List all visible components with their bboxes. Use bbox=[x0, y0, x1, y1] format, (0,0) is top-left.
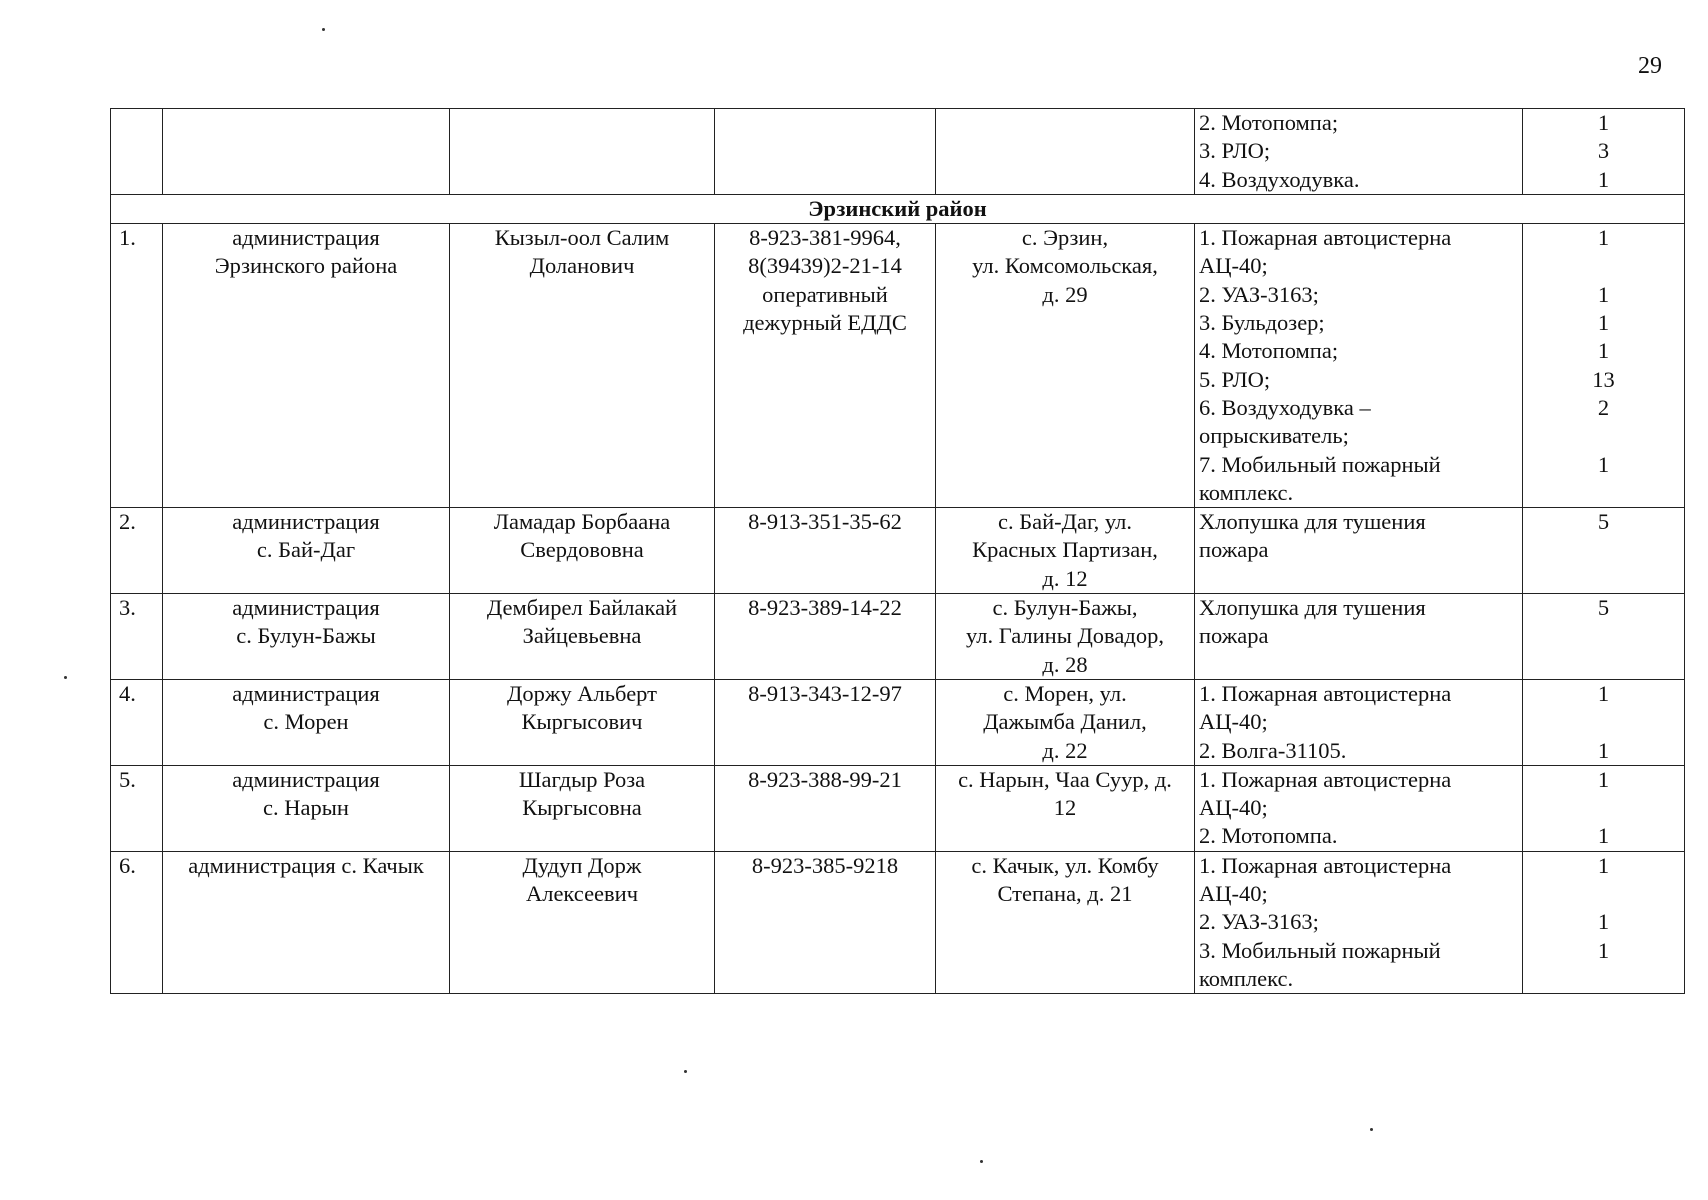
person-line: Кыргысовна bbox=[522, 795, 642, 821]
quantity-value: 1 bbox=[1597, 852, 1610, 878]
equipment-line: пожара bbox=[1199, 537, 1269, 563]
person-cell bbox=[450, 224, 715, 508]
org-cell bbox=[163, 851, 450, 993]
table-row bbox=[111, 224, 1685, 508]
address-line: с. Качык, ул. Комбу bbox=[971, 852, 1159, 878]
phone-cell bbox=[715, 594, 936, 680]
org-line: с. Булун-Бажы bbox=[236, 623, 376, 649]
quantity-cell bbox=[1523, 508, 1685, 594]
org-cell bbox=[163, 679, 450, 765]
continuation-org-cell bbox=[163, 109, 450, 195]
equipment-line: пожара bbox=[1199, 623, 1269, 649]
quantity-value: 1 bbox=[1597, 937, 1610, 963]
equipment-line: 1. Пожарная автоцистерна bbox=[1199, 852, 1452, 878]
person-cell bbox=[450, 594, 715, 680]
equipment-line: Хлопушка для тушения bbox=[1199, 509, 1426, 535]
phone-line: 8-923-385-9218 bbox=[751, 852, 899, 878]
person-line: Кыргысович bbox=[521, 709, 643, 735]
person-line: Шагдыр Роза bbox=[518, 766, 646, 792]
address-line: с. Нарын, Чаа Суур, д. bbox=[958, 766, 1172, 792]
phone-line: оперативный bbox=[762, 281, 888, 307]
table-row bbox=[111, 594, 1685, 680]
person-line: Свердововна bbox=[520, 537, 644, 563]
address-line: д. 29 bbox=[1042, 281, 1088, 307]
quantity-value: 1 bbox=[1597, 766, 1610, 792]
address-line: Красных Партизан, bbox=[972, 537, 1158, 563]
phone-line: 8(39439)2-21-14 bbox=[748, 253, 902, 279]
org-line: с. Морен bbox=[263, 709, 349, 735]
quantity-value: 1 bbox=[1597, 909, 1610, 935]
quantity-value: 13 bbox=[1592, 366, 1615, 392]
continuation-equipment-cell bbox=[1195, 109, 1523, 195]
quantity-value: 1 bbox=[1597, 823, 1610, 849]
page-number: 29 bbox=[1638, 53, 1662, 79]
equipment-line: 2. Волга-31105. bbox=[1199, 737, 1347, 763]
equipment-line: АЦ-40; bbox=[1199, 795, 1268, 821]
equipment-line: 1. Пожарная автоцистерна bbox=[1199, 225, 1452, 251]
person-line: Зайцевьевна bbox=[522, 623, 642, 649]
quantity-value bbox=[1527, 479, 1680, 507]
org-cell bbox=[163, 224, 450, 508]
quantity-value: 1 bbox=[1597, 737, 1610, 763]
equipment-cell bbox=[1195, 851, 1523, 993]
phone-line: 8-923-381-9964, bbox=[749, 225, 901, 251]
equipment-line: 3. Бульдозер; bbox=[1199, 310, 1325, 336]
row-number: 6. bbox=[111, 851, 163, 993]
person-cell bbox=[450, 765, 715, 851]
equipment-line: 3. Мобильный пожарный bbox=[1199, 937, 1441, 963]
quantity-value bbox=[1527, 422, 1680, 450]
person-cell bbox=[450, 508, 715, 594]
address-line: ул. Комсомольская, bbox=[972, 253, 1158, 279]
phone-line: 8-913-351-35-62 bbox=[748, 509, 902, 535]
equipment-line: 3. РЛО; bbox=[1199, 138, 1271, 164]
address-line: с. Эрзин, bbox=[1021, 225, 1109, 251]
quantity-value: 1 bbox=[1597, 338, 1610, 364]
phone-cell bbox=[715, 679, 936, 765]
table-row bbox=[111, 679, 1685, 765]
quantity-value: 1 bbox=[1597, 451, 1610, 477]
quantity-value bbox=[1527, 965, 1680, 993]
equipment-line: 7. Мобильный пожарный bbox=[1199, 451, 1441, 477]
org-line: администрация bbox=[232, 225, 380, 251]
equipment-line: 2. УАЗ-3163; bbox=[1199, 909, 1319, 935]
equipment-line: АЦ-40; bbox=[1199, 709, 1268, 735]
equipment-line: 2. Мотопомпа. bbox=[1199, 823, 1338, 849]
person-line: Дембирел Байлакай bbox=[486, 595, 678, 621]
row-number: 1. bbox=[111, 224, 163, 508]
table-row bbox=[111, 765, 1685, 851]
quantity-value bbox=[1527, 252, 1680, 280]
phone-cell bbox=[715, 851, 936, 993]
quantity-cell bbox=[1523, 679, 1685, 765]
equipment-cell bbox=[1195, 679, 1523, 765]
quantity-value: 1 bbox=[1597, 680, 1610, 706]
equipment-line: опрыскиватель; bbox=[1199, 423, 1349, 449]
org-cell bbox=[163, 508, 450, 594]
address-line: Степана, д. 21 bbox=[997, 881, 1133, 907]
quantity-value: 1 bbox=[1597, 310, 1610, 336]
org-line: администрация bbox=[232, 509, 380, 535]
person-line: Доржу Альберт bbox=[507, 680, 657, 706]
quantity-value: 2 bbox=[1597, 394, 1610, 420]
equipment-table bbox=[110, 108, 1685, 994]
equipment-cell bbox=[1195, 224, 1523, 508]
equipment-line: Хлопушка для тушения bbox=[1199, 595, 1426, 621]
equipment-line: АЦ-40; bbox=[1199, 253, 1268, 279]
phone-cell bbox=[715, 765, 936, 851]
quantity-value bbox=[1527, 880, 1680, 908]
person-cell bbox=[450, 679, 715, 765]
row-number: 3. bbox=[111, 594, 163, 680]
person-line: Кызыл-оол Салим bbox=[494, 225, 670, 251]
phone-cell bbox=[715, 508, 936, 594]
org-cell bbox=[163, 765, 450, 851]
org-cell bbox=[163, 594, 450, 680]
row-number: 5. bbox=[111, 765, 163, 851]
quantity-value: 1 bbox=[1597, 110, 1610, 135]
person-line: Доланович bbox=[529, 253, 635, 279]
continuation-quantity-cell bbox=[1523, 109, 1685, 195]
section-header-row bbox=[111, 194, 1685, 223]
continuation-num-cell bbox=[111, 109, 163, 195]
quantity-value: 1 bbox=[1597, 166, 1610, 192]
equipment-line: 1. Пожарная автоцистерна bbox=[1199, 680, 1452, 706]
quantity-value: 3 bbox=[1597, 138, 1610, 164]
address-line: д. 28 bbox=[1042, 651, 1088, 677]
quantity-value bbox=[1527, 708, 1680, 736]
person-cell bbox=[450, 851, 715, 993]
continuation-address-cell bbox=[936, 109, 1195, 195]
equipment-cell bbox=[1195, 594, 1523, 680]
row-number: 2. bbox=[111, 508, 163, 594]
address-line: д. 22 bbox=[1042, 737, 1088, 763]
equipment-cell bbox=[1195, 765, 1523, 851]
quantity-cell bbox=[1523, 594, 1685, 680]
phone-line: 8-923-389-14-22 bbox=[748, 595, 902, 621]
phone-line: 8-923-388-99-21 bbox=[748, 766, 902, 792]
address-line: с. Морен, ул. bbox=[1003, 680, 1127, 706]
equipment-line: 6. Воздуходувка – bbox=[1199, 394, 1371, 420]
person-line: Алексеевич bbox=[525, 881, 639, 907]
address-cell bbox=[936, 851, 1195, 993]
org-line: с. Нарын bbox=[263, 795, 349, 821]
quantity-value: 5 bbox=[1597, 595, 1610, 621]
equipment-table-container bbox=[110, 108, 1684, 994]
quantity-value: 5 bbox=[1597, 509, 1610, 535]
quantity-cell bbox=[1523, 765, 1685, 851]
org-line: Эрзинского района bbox=[214, 253, 398, 279]
address-cell bbox=[936, 765, 1195, 851]
scan-speck bbox=[64, 676, 67, 679]
phone-cell bbox=[715, 224, 936, 508]
continuation-person-cell bbox=[450, 109, 715, 195]
equipment-line: 4. Воздуходувка. bbox=[1199, 166, 1360, 192]
table-row bbox=[111, 851, 1685, 993]
equipment-line: 2. Мотопомпа; bbox=[1199, 110, 1339, 135]
row-number: 4. bbox=[111, 679, 163, 765]
continuation-row bbox=[111, 109, 1685, 195]
continuation-phone-cell bbox=[715, 109, 936, 195]
address-cell bbox=[936, 224, 1195, 508]
equipment-line: 5. РЛО; bbox=[1199, 366, 1271, 392]
equipment-line: 2. УАЗ-3163; bbox=[1199, 281, 1319, 307]
equipment-cell bbox=[1195, 508, 1523, 594]
equipment-line: 4. Мотопомпа; bbox=[1199, 338, 1339, 364]
quantity-cell bbox=[1523, 224, 1685, 508]
org-line: администрация bbox=[232, 766, 380, 792]
org-line: с. Бай-Даг bbox=[256, 537, 356, 563]
address-line: 12 bbox=[1053, 795, 1077, 821]
table-row bbox=[111, 508, 1685, 594]
scan-speck bbox=[980, 1160, 983, 1163]
org-line: администрация bbox=[232, 595, 380, 621]
phone-line: 8-913-343-12-97 bbox=[748, 680, 902, 706]
scan-speck bbox=[322, 28, 325, 31]
equipment-line: 1. Пожарная автоцистерна bbox=[1199, 766, 1452, 792]
person-line: Дудуп Дорж bbox=[522, 852, 642, 878]
quantity-value bbox=[1527, 794, 1680, 822]
address-cell bbox=[936, 594, 1195, 680]
quantity-value: 1 bbox=[1597, 281, 1610, 307]
equipment-line: комплекс. bbox=[1199, 479, 1294, 505]
address-line: ул. Галины Довадор, bbox=[966, 623, 1164, 649]
address-line: с. Бай-Даг, ул. bbox=[997, 509, 1133, 535]
address-line: Дажымба Данил, bbox=[983, 709, 1147, 735]
scan-speck bbox=[1370, 1128, 1373, 1131]
equipment-line: комплекс. bbox=[1199, 965, 1294, 991]
section-title: Эрзинский район bbox=[111, 194, 1685, 223]
scan-speck bbox=[684, 1070, 687, 1073]
org-line: администрация bbox=[232, 680, 380, 706]
org-line: администрация с. Качык bbox=[188, 852, 424, 878]
equipment-line: АЦ-40; bbox=[1199, 881, 1268, 907]
address-cell bbox=[936, 508, 1195, 594]
address-line: д. 12 bbox=[1042, 565, 1088, 591]
address-cell bbox=[936, 679, 1195, 765]
person-line: Ламадар Борбаана bbox=[493, 509, 671, 535]
quantity-cell bbox=[1523, 851, 1685, 993]
phone-line: дежурный ЕДДС bbox=[743, 310, 907, 336]
address-line: с. Булун-Бажы, bbox=[992, 595, 1138, 621]
quantity-value: 1 bbox=[1597, 225, 1610, 251]
